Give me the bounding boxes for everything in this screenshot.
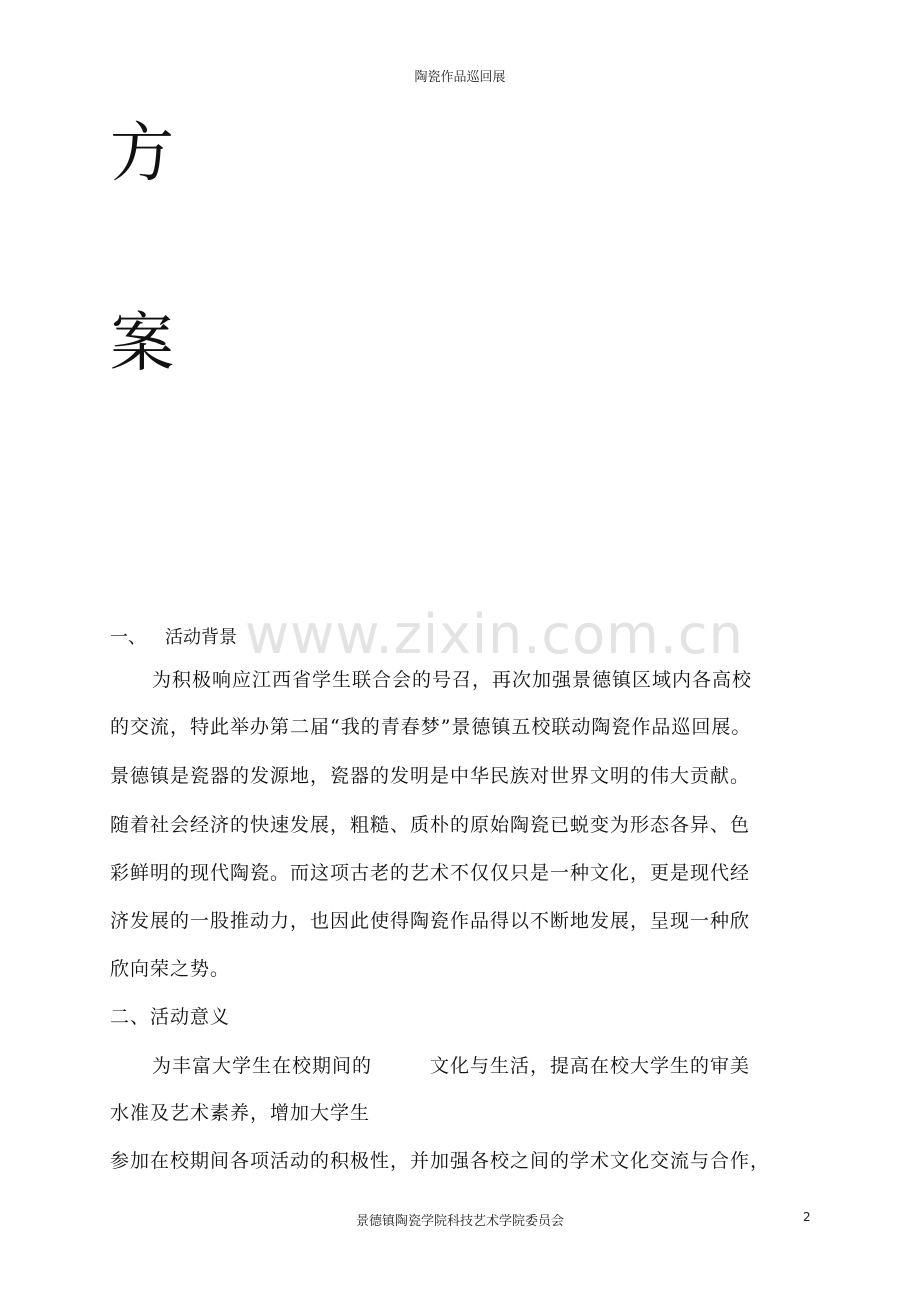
section2-line-1	[152, 1057, 750, 1076]
cover-char-an: 案	[110, 307, 174, 381]
footer-organization: 景德镇陶瓷学院科技艺术学院委员会	[355, 1214, 564, 1229]
section2-line-2: 水准及艺术素养，增加大学生	[110, 1102, 371, 1124]
section1-line-2: 的交流，特此举办第二届“我的青春梦”景德镇五校联动陶瓷作品巡回展。	[110, 716, 752, 738]
section1-line-7: 欣向荣之势。	[110, 958, 231, 980]
section2-heading: 二、活动意义	[110, 1006, 231, 1028]
section1-number: 一、	[110, 627, 146, 648]
page-number: 2	[803, 1210, 811, 1224]
section1-title: 活动背景	[165, 627, 237, 648]
cover-char-fang: 方	[110, 117, 174, 191]
section2-line-3: 参加在校期间各项活动的积极性，并加强各校之间的学术文化交流与合作，	[110, 1150, 771, 1172]
section2-line-1-part-b: 文化与生活，提高在校大学生的审美	[430, 1055, 751, 1077]
section1-line-4: 随着社会经济的快速发展，粗糙、质朴的原始陶瓷已蜕变为形态各异、色	[110, 814, 751, 836]
section1-line-5: 彩鲜明的现代陶瓷。而这项古老的艺术不仅仅只是一种文化，更是现代经	[110, 862, 751, 884]
section1-line-1: 为积极响应江西省学生联合会的号召，再次加强景德镇区域内各高校	[152, 669, 753, 691]
running-header: 陶瓷作品巡回展	[414, 70, 506, 85]
section2-line-1-part-a: 为丰富大学生在校期间的	[152, 1055, 373, 1077]
section1-line-6: 济发展的一股推动力，也因此使得陶瓷作品得以不断地发展，呈现一种欣	[110, 910, 751, 932]
watermark: www.zixin.com.cn	[245, 603, 744, 666]
section1-line-3: 景德镇是瓷器的发源地，瓷器的发明是中华民族对世界文明的伟大贡献。	[110, 765, 751, 787]
